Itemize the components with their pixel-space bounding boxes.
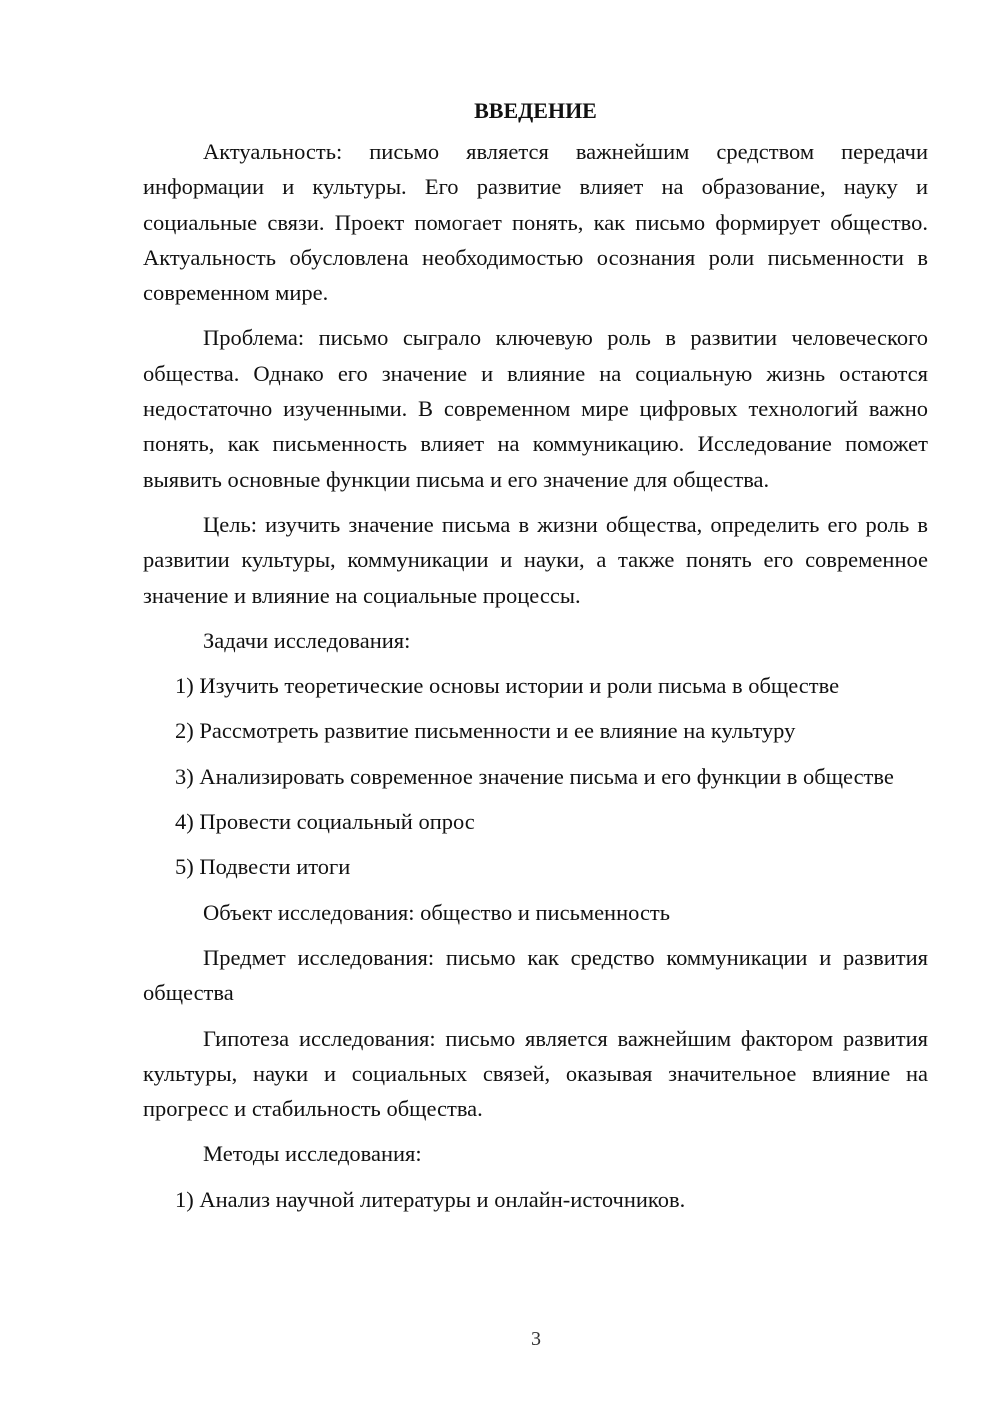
task-item: 3) Анализировать современное значение письма и его функции в обществе bbox=[175, 763, 894, 789]
goal-paragraph: Цель: изучить значение письма в жизни общества, определить его роль в развитии культуры, коммуникации и науки, а также понять его современное значение и влияние на социальные процессы. bbox=[143, 511, 928, 608]
task-item: 2) Рассмотреть развитие письменности и ее влияние на культуру bbox=[175, 718, 796, 744]
task-item: 4) Провести социальный опрос bbox=[175, 809, 475, 835]
tasks-heading: Задачи исследования: bbox=[203, 627, 411, 653]
method-item: 1) Анализ научной литературы и онлайн-источников. bbox=[175, 1186, 686, 1212]
relevance-paragraph: Актуальность: письмо является важнейшим средством передачи информации и культуры. Его развитие влияет на образование, науку и социальные связи. Проект помогает понять, как письмо формирует общество. Актуальность обусловлена необходимостью осознания роли письменности в современном мире. bbox=[143, 139, 928, 306]
subject-paragraph: Предмет исследования: письмо как средство коммуникации и развития общества bbox=[143, 944, 928, 1006]
methods-heading: Методы исследования: bbox=[203, 1141, 422, 1167]
problem-paragraph: Проблема: письмо сыграло ключевую роль в развитии человеческого общества. Однако его значение и влияние на социальную жизнь остаются недостаточно изученными. В современном мире цифровых технологий важно понять, как письменность влияет на коммуникацию. Исследование поможет выявить основные функции письма и его значение для общества. bbox=[143, 325, 928, 492]
task-item: 1) Изучить теоретические основы истории и роли письма в обществе bbox=[175, 673, 840, 699]
task-item: 5) Подвести итоги bbox=[175, 854, 351, 880]
page-number: 3 bbox=[531, 1328, 541, 1350]
document-page bbox=[143, 95, 928, 1227]
object-paragraph: Объект исследования: общество и письменность bbox=[203, 899, 671, 925]
hypothesis-paragraph: Гипотеза исследования: письмо является важнейшим фактором развития культуры, науки и социальных связей, оказывая значительное влияние на прогресс и стабильность общества. bbox=[143, 1025, 928, 1122]
page-title: ВВЕДЕНИЕ bbox=[474, 98, 597, 123]
